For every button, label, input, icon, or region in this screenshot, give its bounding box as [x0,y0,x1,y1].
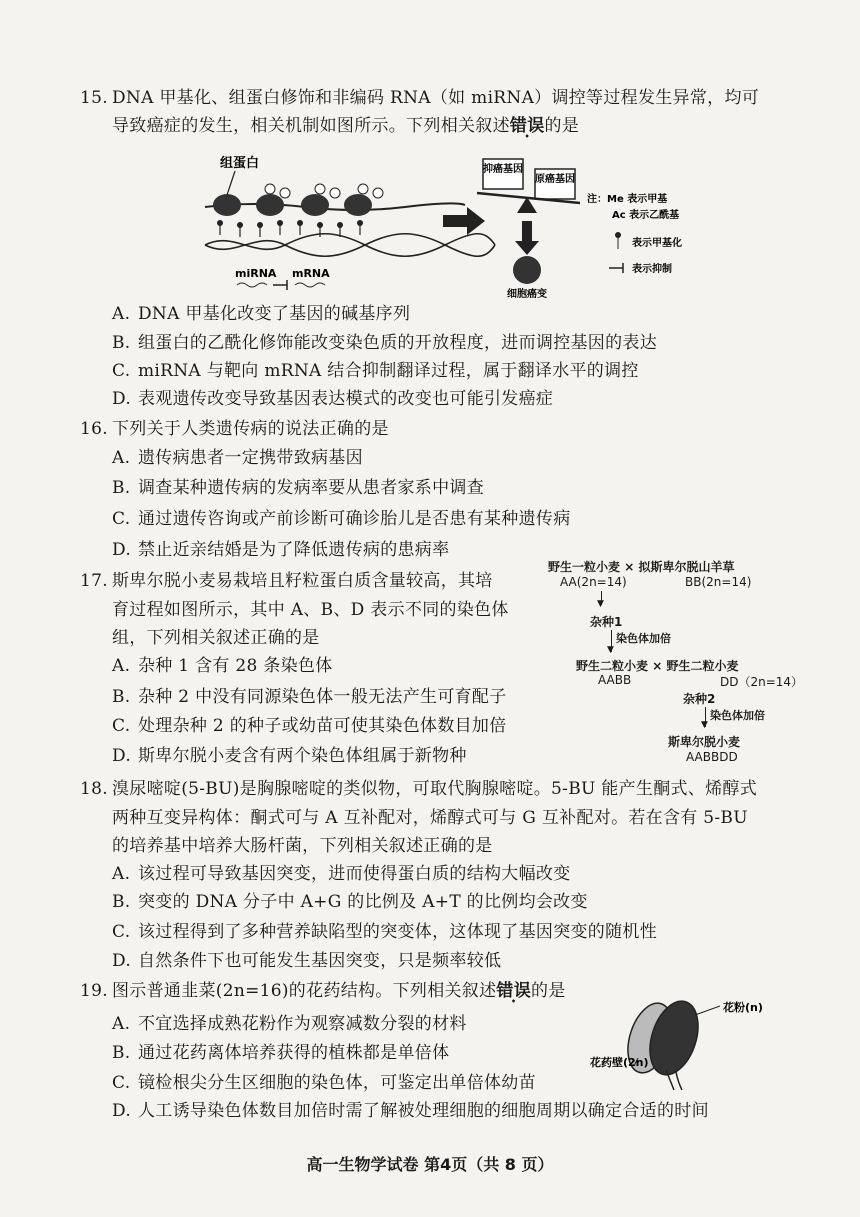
q19-option-a[interactable]: A. 不宜选择成熟花粉作为观察减数分裂的材料 [112,1014,467,1034]
q17-option-c[interactable]: C. 处理杂种 2 的种子或幼苗可使其染色体数目加倍 [112,716,507,736]
q18-line2: 两种互变异构体：酮式可与 A 互补配对，烯醇式可与 G 互补配对。若在含有 5-BU [112,808,748,828]
q18-option-a[interactable]: A. 该过程可导致基因突变，进而使得蛋白质的结构大幅改变 [112,864,571,884]
q15-option-d[interactable]: D. 表观遗传改变导致基因表达模式的改变也可能引发癌症 [112,389,554,409]
q15-option-b[interactable]: B. 组蛋白的乙酰化修饰能改变染色质的开放程度，进而调控基因的表达 [112,333,657,353]
hybrid-1: 杂种1 [590,615,623,629]
q15-stem-1: DNA 甲基化、组蛋白修饰和非编码 RNA（如 miRNA）调控等过程发生异常，均可 [112,88,760,108]
q19-option-b[interactable]: B. 通过花药离体培养获得的植株都是单倍体 [112,1043,450,1063]
q16-option-c[interactable]: C. 通过遗传咨询或产前诊断可确诊胎儿是否患有某种遗传病 [112,509,571,529]
spelt-wheat: 斯卑尔脱小麦 [668,735,741,749]
histone-label: 组蛋白 [220,156,260,171]
q15-line2 [112,114,579,138]
q15-option-c[interactable]: C. miRNA 与靶向 mRNA 结合抑制翻译过程，属于翻译水平的调控 [112,361,639,381]
doubling-step-1: 染色体加倍 [616,632,671,645]
q16-option-a[interactable]: A. 遗传病患者一定携带致病基因 [112,448,363,468]
mirna-label: miRNA [235,267,277,280]
q18-line1: 18. 溴尿嘧啶(5-BU)是胸腺嘧啶的类似物，可取代胸腺嘧啶。5-BU 能产生酮式、烯醇式 [80,779,758,799]
q17-option-d[interactable]: D. 斯卑尔脱小麦含有两个染色体组属于新物种 [112,746,467,766]
hybrid-2: 杂种2 [683,692,716,706]
legend-methyl: 表示甲基化 [632,238,682,249]
q16-option-b[interactable]: B. 调查某种遗传病的发病率要从患者家系中调查 [112,478,484,498]
legend-ac: Ac 表示乙酰基 [612,210,680,221]
q18-line3: 的培养基中培养大肠杆菌，下列相关叙述正确的是 [112,836,493,856]
q15-stem-3: 的是 [544,116,580,136]
parent-einkorn: 野生一粒小麦 [548,560,621,574]
q15-stem-2: 导致癌症的发生，相关机制如图所示。下列相关叙述 [112,116,510,136]
q19-stem: 19. 图示普通韭菜(2n=16)的花药结构。下列相关叙述错误的是 [80,981,566,1001]
q16-stem: 16. 下列关于人类遗传病的说法正确的是 [80,419,389,439]
cancer-label: 细胞癌变 [507,289,547,300]
q15-emphasis: 错误 [509,116,545,136]
genome-dd: DD（2n=14） [720,675,804,689]
q17-line1: 17. 斯卑尔脱小麦易栽培且籽粒蛋白质含量较高，其培 [80,571,493,591]
mrna-label: mRNA [292,267,330,280]
q17-line2: 育过程如图所示，其中 A、B、D 表示不同的染色体 [112,600,509,620]
q19-anther-figure [590,1000,780,1090]
genome-aabbdd: AABBDD [686,750,738,764]
q16-number: 16. [80,419,108,439]
q19-option-d[interactable]: D. 人工诱导染色体数目加倍时需了解被处理细胞的细胞周期以确定合适的时间 [112,1101,709,1121]
q15-option-a[interactable]: A. DNA 甲基化改变了基因的碱基序列 [112,304,411,324]
q19-option-c[interactable]: C. 镜检根尖分生区细胞的染色体，可鉴定出单倍体幼苗 [112,1073,536,1093]
right-arrow-icon [443,207,485,235]
page-footer: 高一生物学试卷 第4页（共 8 页） [306,1155,554,1174]
genome-aa: AA(2n=14) [560,575,627,589]
q17-option-a[interactable]: A. 杂种 1 含有 28 条染色体 [112,656,333,676]
q18-option-c[interactable]: C. 该过程得到了多种营养缺陷型的突变体，这体现了基因突变的随机性 [112,922,657,942]
genome-aabb: AABB [598,673,632,687]
nucleosome-group [213,184,383,216]
down-arrow-icon [515,241,539,255]
q19-emphasis: 错误 [496,981,532,1001]
q19-number: 19. [80,981,108,1001]
genome-bb: BB(2n=14) [685,575,752,589]
anther-wall-label: 花药壁(2n) [590,1056,649,1069]
q15-line1 [80,86,759,110]
q18-option-b[interactable]: B. 突变的 DNA 分子中 A+G 的比例及 A+T 的比例均会改变 [112,892,588,912]
q15-mechanism-figure [195,145,725,300]
emmer-wheat-2: 野生二粒小麦 [666,659,739,673]
pollen-label: 花粉(n) [723,1001,763,1014]
q17-option-b[interactable]: B. 杂种 2 中没有同源染色体一般无法产生可育配子 [112,687,507,707]
oncogene-box: 原癌基因 [535,174,575,185]
cancer-cell-icon [513,256,541,284]
legend-me: 注：Me 表示甲基 [587,194,668,205]
q18-option-d[interactable]: D. 自然条件下也可能发生基因突变，只是频率较低 [112,951,502,971]
parent-aegilops: 拟斯卑尔脱山羊草 [638,560,735,574]
suppressor-gene-box: 抑癌基因 [483,164,523,175]
exam-page: 15. DNA 甲基化、组蛋白修饰和非编码 RNA（如 miRNA）调控等过程发生异常，均可 导致癌症的发生，相关机制如图所示。下列相关叙述错误的是 组蛋白 miRNA mRNA 抑癌基因 原癌基因 细胞癌变 注：Me 表示甲基 Ac 表示乙酰基 表示甲基化 表示抑制 A. DNA 甲基化改变了基因的碱基序列 B. 组蛋白的乙酰化修饰能改变染色质的开放程度，进而调控基因的表达 C. miRNA 与靶向 mRNA 结合抑制翻译过程，属于翻译水平的调控 D. 表观遗传改变导致基因表达模式的改变也可能引发癌症 16. 下列关于人类遗传病的说法正确的是 A. 遗传病患者一定携带致病基因 B. 调查某种遗传病的发病率要从患者家系中调查 C. 通过遗传咨询或产前诊断可确诊胎儿是否患有某种遗传病 D. 禁止近亲结婚是为了降低遗传病的患病率 17. 斯卑尔脱小麦易栽培且籽粒蛋白质含量较高，其培 育过程如图所示，其中 A、B、D 表示不同的染色体 组，下列相关叙述正确的是 A. 杂种 1 含有 28 条染色体 B. 杂种 2 中没有同源染色体一般无法产生可育配子 C. 处理杂种 2 的种子或幼苗可使其染色体数目加倍 D. 斯卑尔脱小麦含有两个染色体组属于新物种 野生一粒小麦 × 拟斯卑尔脱山羊草 AA(2n=14) BB(2n=14) ▼ 杂种1 ▼ 染色体加倍 野生二粒小麦 × 野生二粒小麦 AABB DD（2n=14） 杂种2 ▼ 染色体加倍 斯卑尔脱小麦 AABBDD 18. 溴尿嘧啶(5-BU)是胸腺嘧啶的类似物，可取代胸腺嘧啶。5-BU 能产生酮式、烯醇式 两种互变异构体：酮式可与 A 互补配对，烯醇式可与 G 互补配对。若在含有 5-BU 的培养基中培养大肠杆菌，下列相关叙述正确的是 A. 该过程可导致基因突变，进而使得蛋白质的结构大幅改变 B. 突变的 DNA 分子中 A+G 的比例及 A+T 的比例均会改变 C. 该过程得到了多种营养缺陷型的突变体，这体现了基因突变的随机性 D. 自然条件下也可能发生基因突变，只是频率较低 19. 图示普通韭菜(2n=16)的花药结构。下列相关叙述错误的是 A. 不宜选择成熟花粉作为观察减数分裂的材料 B. 通过花药离体培养获得的植株都是单倍体 C. 镜检根尖分生区细胞的染色体，可鉴定出单倍体幼苗 D. 人工诱导染色体数目加倍时需了解被处理细胞的细胞周期以确定合适的时间 花粉(n) 花药壁(2n) 高一生物学试卷 第4页（共 8 页） [0,0,860,1217]
emmer-wheat: 野生二粒小麦 [576,659,649,673]
doubling-step-2: 染色体加倍 [710,709,765,722]
q17-line3: 组，下列相关叙述正确的是 [112,628,320,648]
q18-number: 18. [80,779,108,799]
q16-option-d[interactable]: D. 禁止近亲结婚是为了降低遗传病的患病率 [112,540,450,560]
legend-inhibit: 表示抑制 [632,264,672,275]
q15-number: 15. [80,88,108,108]
q17-number: 17. [80,571,108,591]
